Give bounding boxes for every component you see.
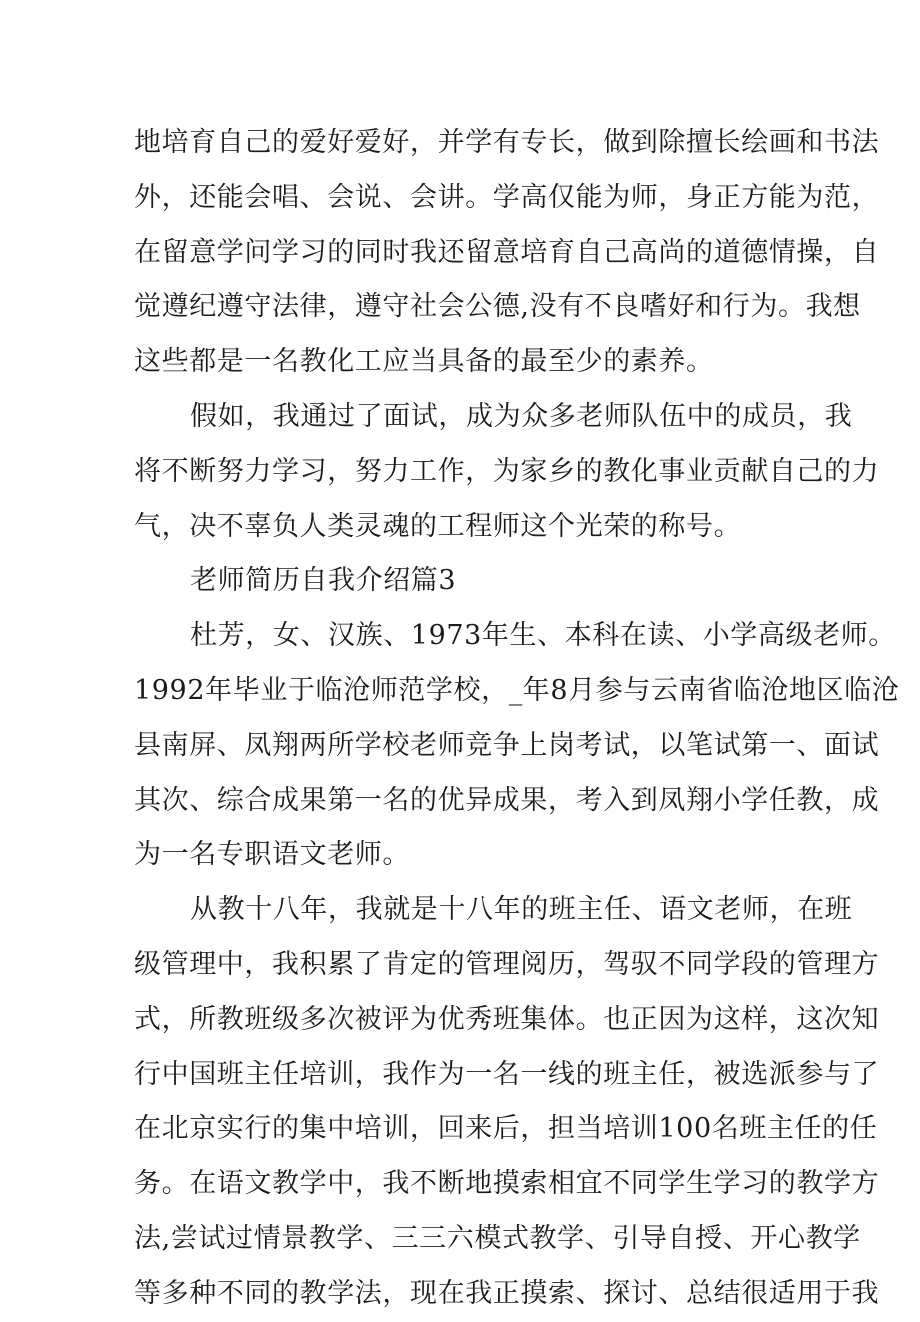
paragraph-line: 气，决不辜负人类灵魂的工程师这个光荣的称号。 — [134, 510, 742, 542]
paragraph-line: 在留意学问学习的同时我还留意培育自己高尚的道德情操，自 — [134, 236, 880, 268]
paragraph-line: 行中国班主任培训，我作为一名一线的班主任，被选派参与了 — [134, 1058, 880, 1090]
paragraph-line: 1992年毕业于临沧师范学校，_年8月参与云南省临沧地区临沧 — [134, 674, 900, 706]
paragraph-line: 杜芳，女、汉族、1973年生、本科在读、小学高级老师。 — [190, 620, 896, 652]
paragraph-line: 等多种不同的教学法，现在我正摸索、探讨、总结很适用于我 — [134, 1277, 880, 1309]
paragraph-line: 务。在语文教学中，我不断地摸索相宜不同学生学习的教学方 — [134, 1168, 880, 1200]
paragraph-line: 级管理中，我积累了肯定的管理阅历，驾驭不同学段的管理方 — [134, 948, 880, 980]
paragraph-line: 这些都是一名教化工应当具备的最至少的素养。 — [134, 346, 714, 378]
paragraph-line: 其次、综合成果第一名的优异成果，考入到凤翔小学任教，成 — [134, 784, 880, 816]
paragraph-line: 外，还能会唱、会说、会讲。学高仅能为师，身正方能为范， — [134, 181, 880, 213]
paragraph-line: 将不断努力学习，努力工作，为家乡的教化事业贡献自己的力 — [134, 455, 880, 487]
paragraph-line: 县南屏、凤翔两所学校老师竞争上岗考试，以笔试第一、面试 — [134, 729, 880, 761]
paragraph-line: 为一名专职语文老师。 — [134, 839, 410, 871]
paragraph-line: 式，所教班级多次被评为优秀班集体。也正因为这样，这次知 — [134, 1003, 880, 1035]
paragraph-line: 在北京实行的集中培训，回来后，担当培训100名班主任的任 — [134, 1113, 878, 1145]
paragraph-line: 觉遵纪遵守法律，遵守社会公德,没有不良嗜好和行为。我想 — [134, 291, 861, 323]
paragraph-line: 假如，我通过了面试，成为众多老师队伍中的成员，我 — [190, 400, 853, 432]
paragraph-line: 从教十八年，我就是十八年的班主任、语文老师，在班 — [190, 894, 853, 926]
section-heading: 老师简历自我介绍篇3 — [190, 565, 457, 597]
paragraph-line: 地培育自己的爱好爱好，并学有专长，做到除擅长绘画和书法 — [134, 127, 880, 158]
paragraph-line: 法,尝试过情景教学、三三六模式教学、引导自授、开心教学 — [134, 1222, 861, 1254]
document-body — [134, 116, 900, 1322]
